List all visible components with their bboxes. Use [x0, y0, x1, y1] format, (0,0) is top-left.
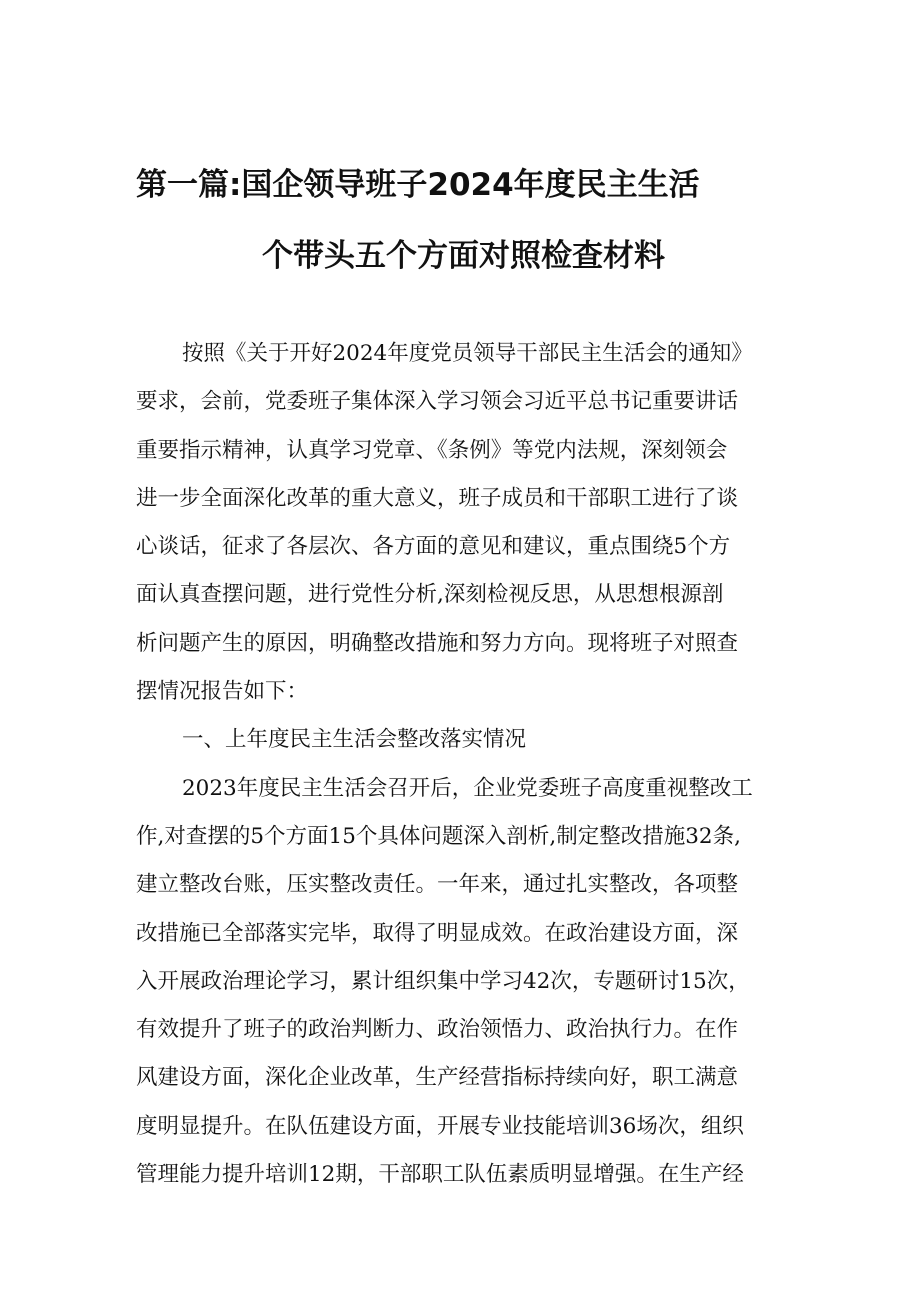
paragraph-line: 心谈话，征求了各层次、各方面的意见和建议，重点围绕5个方: [136, 534, 731, 560]
paragraph-line: 有效提升了班子的政治判断力、政治领悟力、政治执行力。在作: [136, 1017, 739, 1043]
paragraph-line: 面认真查摆问题，进行党性分析,深刻检视反思，从思想根源剖: [136, 582, 724, 608]
document-title-line-1: 第一篇:国企领导班子2024年度民主生活: [136, 167, 700, 203]
paragraph-line: 要求，会前，党委班子集体深入学习领会习近平总书记重要讲话: [136, 389, 739, 415]
paragraph-line: 按照《关于开好2024年度党员领导干部民主生活会的通知》: [182, 341, 753, 366]
paragraph-line: 析问题产生的原因，明确整改措施和努力方向。现将班子对照查: [136, 630, 739, 656]
paragraph-line: 摆情况报告如下：: [136, 679, 309, 705]
paragraph-line: 作,对查摆的5个方面15个具体问题深入剖析,制定整改措施32条,: [136, 823, 741, 849]
paragraph-line: 2023年度民主生活会召开后，企业党委班子高度重视整改工: [182, 775, 753, 801]
paragraph-line: 重要指示精神，认真学习党章、《条例》等党内法规，深刻领会: [136, 437, 728, 463]
paragraph-line: 管理能力提升培训12期，干部职工队伍素质明显增强。在生产经: [136, 1162, 744, 1188]
paragraph-line: 进一步全面深化改革的重大意义，班子成员和干部职工进行了谈: [136, 485, 739, 511]
document-body: [136, 330, 786, 1199]
paragraph-line: 风建设方面，深化企业改革，生产经营指标持续向好，职工满意: [136, 1065, 739, 1091]
paragraph-line: 建立整改台账，压实整改责任。一年来，通过扎实整改，各项整: [136, 872, 739, 898]
paragraph-line: 度明显提升。在队伍建设方面，开展专业技能培训36场次，组织: [136, 1113, 744, 1139]
section-heading: 一、上年度民主生活会整改落实情况: [182, 727, 527, 753]
document-title-line-2: 个带头五个方面对照检查材料: [262, 238, 665, 274]
paragraph-line: 入开展政治理论学习，累计组织集中学习42次，专题研讨15次，: [136, 968, 750, 994]
paragraph-line: 改措施已全部落实完毕，取得了明显成效。在政治建设方面，深: [136, 920, 739, 946]
